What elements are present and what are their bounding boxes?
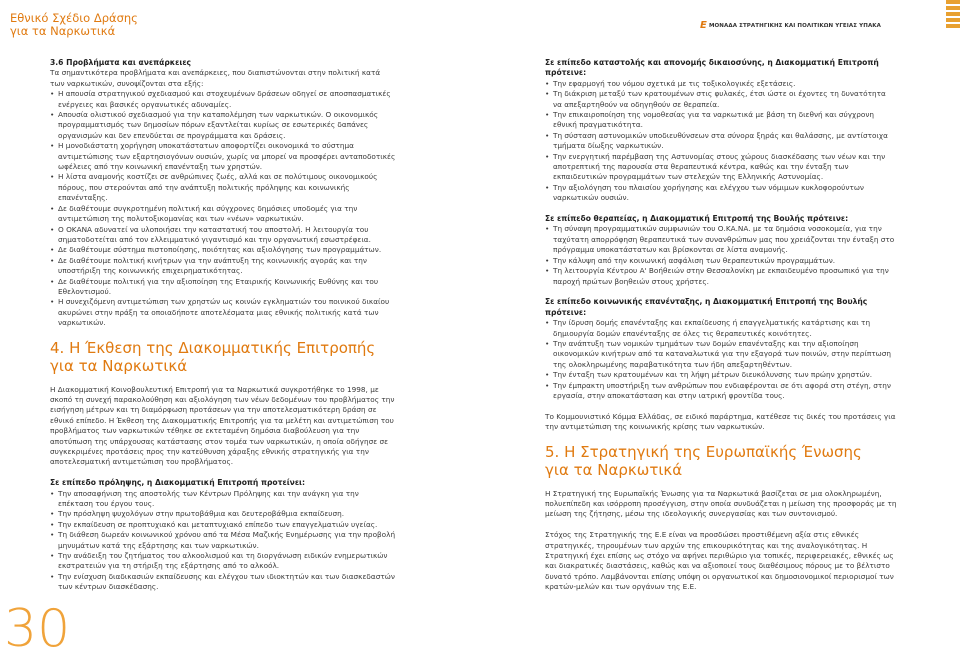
- list-item: • Την επικαιροποίηση της νομοθεσίας για τα ναρκωτικά με βάση τη διεθνή και σύγχρονη εθνική πραγματικότητα.: [545, 110, 897, 131]
- section-3-6-heading: 3.6 Προβλήματα και ανεπάρκειες: [50, 58, 192, 67]
- reintegration-heading: Σε επίπεδο κοινωνικής επανένταξης, η Διακομματική Επιτροπή της Βουλής πρότεινε:: [545, 297, 868, 317]
- therapy-list: [545, 224, 897, 286]
- list-item: • Την κάλυψη από την κοινωνική ασφάλιση των θεραπευτικών προγραμμάτων.: [545, 256, 897, 266]
- section-5-title-line1: 5. Η Στρατηγική της Ευρωπαϊκής Ένωσης: [545, 442, 862, 461]
- list-item: • Την ενεργητική παρέμβαση της Αστυνομίας στους χώρους διασκέδασης των νέων και την αποτρεπτική της παρουσία στα θεραπευτικά κέντρα, καθώς και την ένταξη των εκπαιδευτικών προγραμμάτων των στελεχών της Ελληνικής Αστυνομίας.: [545, 152, 897, 183]
- list-item: • Την ανάδειξη του ζητήματος του αλκοολισμού και τη διοργάνωση ειδικών ενημερωτικών εκστρατειών για τη στήριξη της εξάρτησης από το αλκοόλ.: [50, 551, 396, 572]
- section-5-title-line2: για τα Ναρκωτικά: [545, 460, 683, 479]
- problems-list: [50, 89, 396, 328]
- list-item: • Την αξιολόγηση του πλαισίου χορήγησης και ελέγχου των νόμιμων κυκλοφορούντων ναρκωτικών ουσιών.: [545, 183, 897, 204]
- list-item: • Η συνεχιζόμενη αντιμετώπιση των χρηστών ως κοινών εγκληματιών του ποινικού δικαίου ακυρώνει στην πράξη τα οποιαδήποτε αποτελέσματα μιας εθνικής πολιτικής κατά των ναρκωτικών.: [50, 297, 396, 328]
- list-item: • Την εφαρμογή του νόμου σχετικά με τις τοξικολογικές εξετάσεις.: [545, 79, 897, 89]
- therapy-heading: Σε επίπεδο θεραπείας, η Διακομματική Επιτροπή της Βουλής πρότεινε:: [545, 214, 849, 224]
- list-item: • Την έμπρακτη υποστήριξη των ανθρώπων που ενδιαφέρονται σε ότι αφορά στη στέγη, στην εργασία, στην αποκατάσταση και στην ιατρική φροντίδα τους.: [545, 381, 897, 402]
- list-item: • Την ενίσχυση διαδικασιών εκπαίδευσης και ελέγχου των ιδιοκτητών και των διασκεδαστών των κέντρων διασκέδασης.: [50, 572, 396, 593]
- list-item: • Την αποσαφήνιση της αποστολής των Κέντρων Πρόληψης και την ανάγκη για την επέκταση του έργου τους.: [50, 489, 396, 510]
- header-title-line2: για τα Ναρκωτικά: [10, 24, 116, 38]
- list-item: • Τη διάκριση μεταξύ των κρατουμένων στις φυλακές, έτσι ώστε οι έχοντες τη δυνατότητα να απεξαρτηθούν να οδηγηθούν σε θεραπεία.: [545, 89, 897, 110]
- ministry-logo-icon: Ε: [700, 20, 707, 31]
- prevention-list: [50, 489, 396, 593]
- list-item: • Δε διαθέτουμε πολιτική για την αξιοποίηση της Εταιρικής Κοινωνικής Ευθύνης και του Εθελοντισμού.: [50, 277, 396, 298]
- ministry-header: [700, 20, 881, 31]
- ministry-text: ΜΟΝΑΔΑ ΣΤΡΑΤΗΓΙΚΗΣ ΚΑΙ ΠΟΛΙΤΙΚΩΝ ΥΓΕΙΑΣ ΥΠΑΚΑ: [708, 23, 882, 29]
- list-item: • Τη σύσταση αστυνομικών υποδιευθύνσεων στα σύνορα ξηράς και θαλάσσης, με αντίστοιχα τμήματα δίωξης ναρκωτικών.: [545, 131, 897, 152]
- kke-paragraph: Το Κομμουνιστικό Κόμμα Ελλάδας, σε ειδικό παράρτημα, κατέθεσε τις δικές του προτάσεις για την αντιμετώπιση της κοινωνικής κρίσης των ναρκωτικών.: [545, 411, 896, 432]
- section-3-6-intro: Τα σημαντικότερα προβλήματα και ανεπάρκειες, που διαπιστώνονται στην πολιτική κατά των ναρκωτικών, συνοψίζονται στα εξής:: [50, 68, 381, 88]
- section-5-paragraph-1: Η Στρατηγική της Ευρωπαϊκής Ένωσης για τα Ναρκωτικά βασίζεται σε μια ολοκληρωμένη, πολυεπίπεδη και ισόρροπη προσέγγιση, στην οποία συνδυάζεται η μείωση της προσφοράς με τη μείωση της ζήτησης, μέσω της ιδεολογικής συνεργασίας και των συντονισμού.: [545, 488, 897, 519]
- section-4-title-line1: 4. Η Έκθεση της Διακομματικής Επιτροπής: [50, 338, 376, 357]
- header-title-line1: Εθνικό Σχέδιο Δράσης: [10, 11, 138, 25]
- document-header-title: [10, 12, 138, 38]
- list-item: • Την ίδρυση δομής επανένταξης και εκπαίδευσης ή επαγγελματικής κατάρτισης και τη δημιουργία δομών επανένταξης σε όλες τις θεραπευτικές κοινότητες.: [545, 318, 897, 339]
- list-item: • Τη διάθεση δωρεάν κοινωνικού χρόνου από τα Μέσα Μαζικής Ενημέρωσης για την προβολή μηνυμάτων κατά της εξάρτησης και των ναρκωτικών.: [50, 530, 396, 551]
- section-5-title: [545, 443, 897, 479]
- list-item: • Δε διαθέτουμε σύστημα πιστοποίησης, ποιότητας και αξιολόγησης των προγραμμάτων.: [50, 245, 396, 255]
- list-item: • Την εκπαίδευση σε προπτυχιακό και μεταπτυχιακό επίπεδο των επαγγελματιών υγείας.: [50, 520, 396, 530]
- justice-list: [545, 79, 897, 204]
- list-item: • Η λίστα αναμονής κοστίζει σε ανθρώπινες ζωές, αλλά και σε πολύτιμους οικονομικούς πόρους, που στερούνται από την ανάπτυξη πολιτικής πρόληψης και κοινωνικής επανένταξης.: [50, 172, 396, 203]
- section-4-title-line2: για τα Ναρκωτικά: [50, 356, 188, 375]
- prevention-heading: Σε επίπεδο πρόληψης, η Διακομματική Επιτροπή προτείνει:: [50, 478, 306, 488]
- list-item: • Δε διαθέτουμε συγκροτημένη πολιτική και σύγχρονες δημόσιες υποδομές για την αντιμετώπιση της πολυτοξικομανίας και των «νέων» ναρκωτικών.: [50, 204, 396, 225]
- list-item: • Τη σύναψη προγραμματικών συμφωνιών του Ο.ΚΑ.ΝΑ. με τα δημόσια νοσοκομεία, για την ταχύτατη απορρόφηση θεραπευτικά των συνανθρώπων μας που χρειάζονται την ένταξη στο πρόγραμμα υποκατάστατων και βρίσκονται σε λίστα αναμονής.: [545, 224, 897, 255]
- list-item: • Η απουσία στρατηγικού σχεδιασμού και στοχευμένων δράσεων οδηγεί σε αποσπασματικές ενέργειες και βασικές οργανωτικές αδυναμίες.: [50, 89, 396, 110]
- list-item: • Τη λειτουργία Κέντρου Α' Βοήθειών στην Θεσσαλονίκη με εκπαιδευμένο προσωπικό για την παροχή πρώτων βοηθειών στους χρήστες.: [545, 266, 897, 287]
- list-item: • Η μονοδιάστατη χορήγηση υποκατάστατων αποφορτίζει οικονομικά το σύστημα αντιμετώπισης των εξαρτησιογόνων ουσιών, χωρίς να μπορεί να προσφέρει ανταποδοτικές ωφέλειες από την κοινωνική επανένταξη των χρηστών.: [50, 141, 396, 172]
- decorative-stripes: [946, 0, 960, 30]
- list-item: • Ο ΟΚΑΝΑ αδυνατεί να υλοποιήσει την καταστατική του αποστολή. Η λειτουργία του σηματοδοτείται από τον ελλειμματικό γιγαντισμό και την οργανωτική εσωστρέφεια.: [50, 225, 396, 246]
- section-4-paragraph: Η Διακομματική Κοινοβουλευτική Επιτροπή για τα Ναρκωτικά συγκροτήθηκε το 1998, με σκοπό τη συνεχή παρακολούθηση και αξιολόγηση των νέων δεδομένων του προβλήματος την εισήγηση μέτρων και τη διαμόρφωση προτάσεων για την αποτελεσματικότερη δράση σε εθνικό επίπεδο. Η Έκθεση της Διακομματικής Επιτροπής για τα μελέτη και αντιμετώπιση του προβλήματος των ναρκωτικών τέθηκε σε εκτεταμένη δημόσια διαβούλευση για την αποτύπωση της υπάρχουσας κατάστασης στον τομέα των ναρκωτικών, η οποία οδήγησε σε συγκεκριμένες προτάσεις προς την κατεύθυνση χάραξης εθνικής στρατηγικής για την αποτελεσματική αντιμετώπιση του προβλήματος.: [50, 384, 395, 467]
- list-item: • Δε διαθέτουμε πολιτική κινήτρων για την ανάπτυξη της κοινωνικής αγοράς και την υποστήριξη της κοινωνικής επιχειρηματικότητας.: [50, 256, 396, 277]
- right-column: [545, 58, 897, 593]
- list-item: • Την ανάπτυξη των νομικών τμημάτων των δομών επανένταξης και την αξιοποίηση οικονομικών κινήτρων από τα καταναλωτικά για την εξαγορά των ποινών, στην περίπτωση της ολοκληρωμένης παραβατικότητα των ήδη απεξαρτηθέντων.: [545, 339, 897, 370]
- list-item: • Απουσία ολιστικού σχεδιασμού για την καταπολέμηση των ναρκωτικών. Ο οικονομικός προγραμματισμός των δημοσίων πόρων εξαντλείται κυρίως σε εσωτερικές δαπάνες οργανισμών και δεν επενδύεται σε προγράμματα και δράσεις.: [50, 110, 396, 141]
- left-column: [50, 58, 396, 593]
- section-4-title: [50, 339, 396, 375]
- page-number: 30: [4, 599, 71, 659]
- reintegration-list: [545, 318, 897, 401]
- justice-heading: Σε επίπεδο καταστολής και απονομής δικαιοσύνης, η Διακομματική Επιτροπή πρότεινε:: [545, 58, 879, 78]
- section-5-paragraph-2: Στόχος της Στρατηγικής της Ε.Ε είναι να προσδώσει προστιθέμενη αξία στις εθνικές στρατηγικές, τηρουμένων των αρχών της επικουρικότητας και της αναλογικότητας. Η Στρατηγική έχει επίσης ως στόχο να αφήνει περιθώριο για τοπικές, περιφερειακές, εθνικές ως και διακρατικές διαστάσεις, καθώς και να αξιοποιεί τους διαθέσιμους πόρους με το βέλτιστο δυνατό τρόπο. Λαμβάνονται επίσης υπόψη οι οργανωτικοί και δημοσιονομικοί περιορισμοί των κρατών-μελών και των οργάνων της Ε.Ε.: [545, 530, 894, 592]
- list-item: • Την πρόσληψη ψυχολόγων στην πρωτοβάθμια και δευτεροβάθμια εκπαίδευση.: [50, 509, 396, 519]
- list-item: • Την ένταξη των κρατουμένων και τη λήψη μέτρων διευκόλυνσης των πρώην χρηστών.: [545, 370, 897, 380]
